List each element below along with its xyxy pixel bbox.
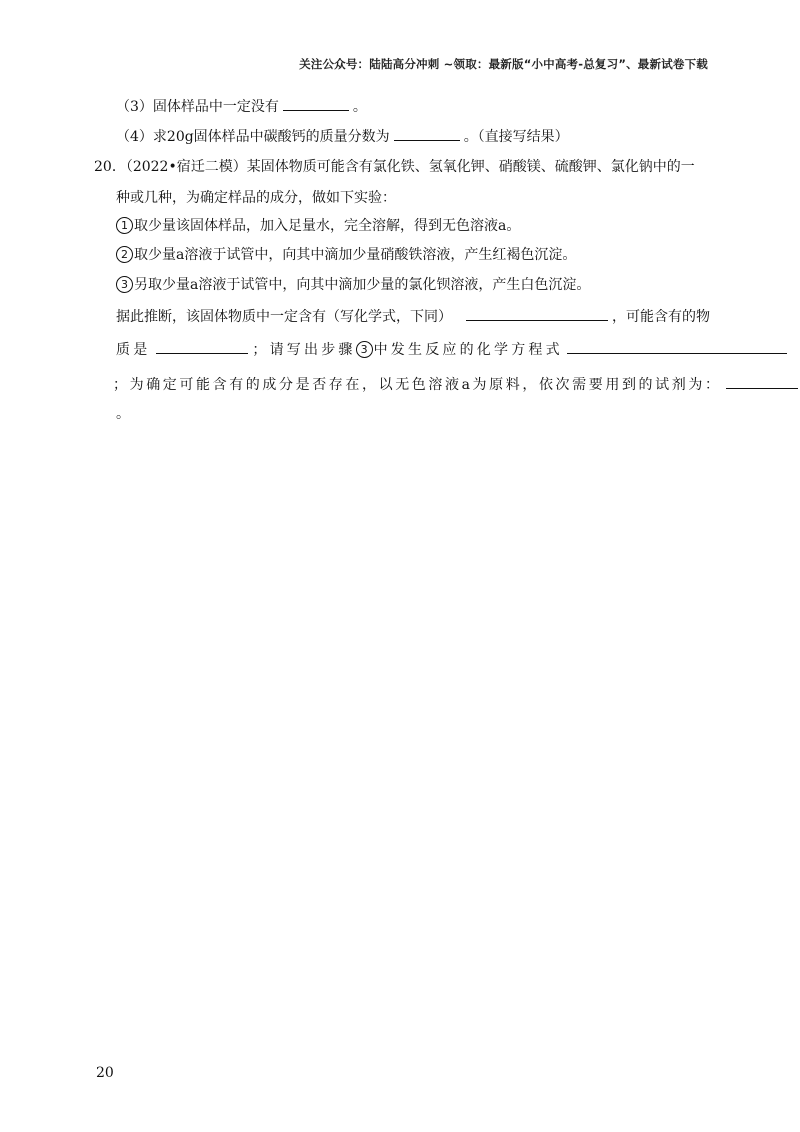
answer-blank-possible[interactable] — [156, 339, 248, 354]
inference-suffix: ，可能含有的物 — [612, 309, 710, 325]
part4-end: 。（直接写结果） — [463, 129, 569, 145]
answer-blank-reagents[interactable] — [726, 374, 798, 389]
step-1 — [116, 216, 520, 236]
reagent-text: ；为确定可能含有的成分是否存在，以无色溶液a为原料，依次需要用到的试剂为： — [113, 377, 722, 393]
step-2 — [116, 245, 576, 265]
possible-line — [116, 339, 791, 360]
question-number: 20． — [94, 159, 126, 175]
question-stem-line2: 种或几种，为确定样品的成分，做如下实验： — [116, 190, 396, 206]
step-2-marker: 2 — [116, 246, 133, 263]
question-20-header — [94, 157, 695, 177]
step-3-text: 另取少量a溶液于试管中，向其中滴加少量的氯化钡溶液，产生白色沉淀。 — [134, 277, 591, 293]
reagent-line — [113, 374, 800, 395]
page-number: 20 — [96, 1065, 114, 1081]
answer-blank-part3[interactable] — [283, 96, 349, 111]
answer-blank-equation[interactable] — [567, 339, 787, 354]
question-stem-line1: 某固体物质可能含有氯化铁、氢氧化钾、硝酸镁、硫酸钾、氯化钠中的一 — [246, 159, 695, 175]
step-3-marker: 3 — [116, 276, 133, 293]
question-part-4 — [116, 126, 569, 147]
step-1-text: 取少量该固体样品，加入足量水，完全溶解，得到无色溶液a。 — [134, 218, 521, 234]
step-2-text: 取少量a溶液于试管中，向其中滴加少量硝酸铁溶液，产生红褐色沉淀。 — [134, 247, 577, 263]
step-1-marker: 1 — [116, 217, 133, 234]
step-3 — [116, 275, 590, 295]
part4-text: （4）求20g固体样品中碳酸钙的质量分数为 — [116, 129, 390, 145]
equation-step-marker: 3 — [356, 341, 373, 358]
inference-prefix: 据此推断，该固体物质中一定含有（写化学式，下同） — [116, 309, 452, 325]
question-source: （2022•宿迁二模） — [125, 159, 247, 175]
answer-blank-definite[interactable] — [466, 306, 608, 321]
part3-end: 。 — [352, 99, 367, 115]
equation-prefix: ；请写出步骤 — [252, 342, 356, 358]
part3-text: （3）固体样品中一定没有 — [116, 99, 279, 115]
header-note: 关注公众号：陆陆高分冲刺 ~领取：最新版“小中高考-总复习”、最新试卷下载 — [299, 57, 708, 71]
possible-prefix: 质是 — [116, 342, 151, 358]
final-period: 。 — [116, 406, 130, 422]
answer-blank-part4[interactable] — [394, 126, 460, 141]
equation-suffix: 中发生反应的化学方程式 — [373, 342, 563, 358]
inference-line — [116, 306, 710, 327]
question-part-3 — [116, 96, 367, 117]
